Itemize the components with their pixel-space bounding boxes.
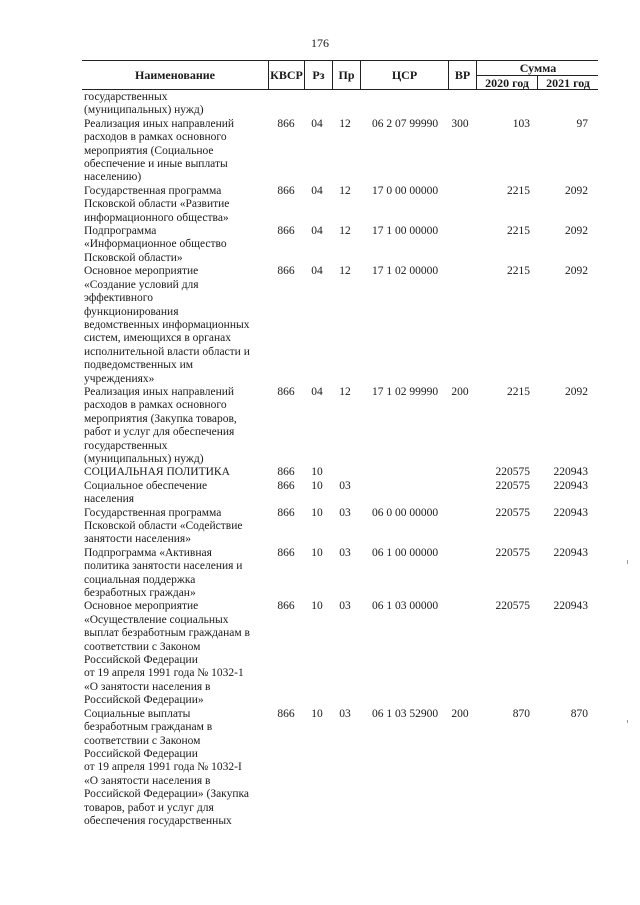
row-rz: 04 [311, 184, 323, 197]
row-name: Основное мероприятие «Осуществление социальных выплат безработным гражданам в соответствии с Законом Российской Федерации от 19 апреля 1991 года № 1032-1 «О занятости населения в Российской Федерации» [84, 600, 250, 707]
row-vr: 200 [451, 385, 469, 398]
header-sum-group [476, 61, 598, 89]
row-sum-2020: 220575 [495, 600, 530, 613]
row-csr: 06 1 03 52900 [371, 707, 439, 720]
row-kvsr: 866 [277, 707, 295, 720]
header-sum: Сумма [519, 61, 557, 75]
row-rz: 04 [311, 225, 323, 238]
row-rz: 04 [311, 265, 323, 278]
row-rz: 10 [311, 479, 323, 492]
row-sum-2020: 2215 [507, 225, 530, 238]
row-pr: 03 [339, 600, 351, 613]
row-pr: 03 [339, 479, 351, 492]
row-kvsr: 866 [277, 117, 295, 130]
row-pr: 12 [339, 117, 351, 130]
page-number: 176 [311, 36, 329, 50]
row-kvsr: 866 [277, 506, 295, 519]
table-body [84, 91, 598, 828]
table-header [82, 60, 598, 90]
row-pr: 03 [339, 546, 351, 559]
row-rz: 04 [311, 117, 323, 130]
row-pr: 03 [339, 506, 351, 519]
row-sum-2021: 2092 [565, 385, 588, 398]
row-kvsr: 866 [277, 385, 295, 398]
row-kvsr: 866 [277, 466, 295, 479]
row-sum-2021: 220943 [553, 506, 588, 519]
row-name: Социальное обеспечение населения [84, 479, 208, 506]
table-row [84, 507, 598, 547]
row-name: Подпрограмма «Активная политика занятости населения и социальная поддержка безработных граждан» [84, 546, 243, 600]
row-name: Реализация иных направлений расходов в рамках основного мероприятия (Социальное обеспечение и иные выплаты населению) [84, 117, 235, 184]
row-name: Подпрограмма «Информационное общество Псковской области» [84, 225, 227, 264]
row-sum-2020: 870 [512, 707, 530, 720]
row-rz: 10 [311, 506, 323, 519]
row-sum-2020: 220575 [495, 466, 530, 479]
row-csr: 17 1 02 99990 [371, 385, 439, 398]
row-rz: 10 [311, 546, 323, 559]
row-kvsr: 866 [277, 600, 295, 613]
row-rz: 04 [311, 385, 323, 398]
row-rz: 10 [311, 466, 323, 479]
row-pr: 12 [339, 265, 351, 278]
header-year-2020: 2020 год [477, 75, 537, 89]
row-csr: 17 1 02 00000 [371, 265, 439, 278]
row-pr: 12 [339, 385, 351, 398]
row-pr: 03 [339, 707, 351, 720]
row-kvsr: 866 [277, 184, 295, 197]
row-sum-2021: 870 [570, 707, 588, 720]
table-row [84, 118, 598, 185]
header-vr: ВР [448, 61, 476, 89]
row-sum-2021: 220943 [553, 466, 588, 479]
row-sum-2020: 2215 [507, 385, 530, 398]
row-pr: 12 [339, 225, 351, 238]
row-csr: 06 1 03 00000 [371, 600, 439, 613]
row-sum-2020: 220575 [495, 546, 530, 559]
header-name: Наименование [135, 68, 215, 82]
row-name: Государственная программа Псковской области «Развитие информационного общества» [84, 184, 230, 224]
row-csr: 06 0 00 00000 [371, 506, 439, 519]
row-sum-2021: 220943 [553, 479, 588, 492]
row-sum-2020: 220575 [495, 479, 530, 492]
row-csr: 06 1 00 00000 [371, 546, 439, 559]
table-row [84, 480, 598, 507]
row-sum-2020: 2215 [507, 184, 530, 197]
table-row [84, 185, 598, 225]
row-sum-2020: 103 [512, 117, 530, 130]
row-sum-2021: 97 [576, 117, 588, 130]
row-sum-2020: 220575 [495, 506, 530, 519]
row-sum-2020: 2215 [507, 265, 530, 278]
row-sum-2021: 2092 [565, 184, 588, 197]
table-row [84, 225, 598, 265]
row-sum-2021: 220943 [553, 600, 588, 613]
row-kvsr: 866 [277, 265, 295, 278]
row-sum-2021: 2092 [565, 265, 588, 278]
row-name: Реализация иных направлений расходов в рамках основного мероприятия (Закупка товаров, работ и услуг для обеспечения государственных (муниципальных) нужд) [84, 385, 237, 465]
table-row [84, 708, 598, 829]
row-rz: 10 [311, 707, 323, 720]
row-vr: 300 [451, 117, 469, 130]
row-csr: 06 2 07 99990 [371, 117, 439, 130]
row-pr: 12 [339, 184, 351, 197]
row-name: СОЦИАЛЬНАЯ ПОЛИТИКА [84, 466, 230, 479]
row-rz: 10 [311, 600, 323, 613]
row-kvsr: 866 [277, 225, 295, 238]
row-name: Основное мероприятие «Создание условий для эффективного функционирования ведомственных информационных систем, имеющихся в органах исполнительной власти области и подведомственных им учреждениях» [84, 265, 250, 385]
scan-mark [627, 560, 628, 564]
scan-mark [627, 720, 628, 723]
header-pr: Пр [332, 61, 360, 89]
table-row [84, 466, 598, 479]
table-row [84, 547, 598, 601]
row-name: Государственная программа Псковской области «Содействие занятости населения» [84, 506, 243, 546]
row-kvsr: 866 [277, 479, 295, 492]
row-sum-2021: 2092 [565, 225, 588, 238]
header-year-2021: 2021 год [537, 75, 598, 89]
header-kvsr: КВСР [268, 61, 304, 89]
row-name: государственных (муниципальных) нужд) [84, 91, 204, 117]
header-csr: ЦСР [360, 61, 448, 89]
header-rz: Рз [304, 61, 332, 89]
table-row [84, 265, 598, 386]
row-csr: 17 0 00 00000 [371, 184, 439, 197]
table-row [84, 91, 598, 118]
table-row [84, 386, 598, 466]
row-vr: 200 [451, 707, 469, 720]
row-kvsr: 866 [277, 546, 295, 559]
row-csr: 17 1 00 00000 [371, 225, 439, 238]
table-row [84, 600, 598, 707]
row-name: Социальные выплаты безработным гражданам в соответствии с Законом Российской Федерации от 19 апреля 1991 года № 1032-I «О занятости населения в Российской Федерации» (Закупка товаров, работ и услуг для обеспечения государственных [84, 707, 250, 827]
row-sum-2021: 220943 [553, 546, 588, 559]
